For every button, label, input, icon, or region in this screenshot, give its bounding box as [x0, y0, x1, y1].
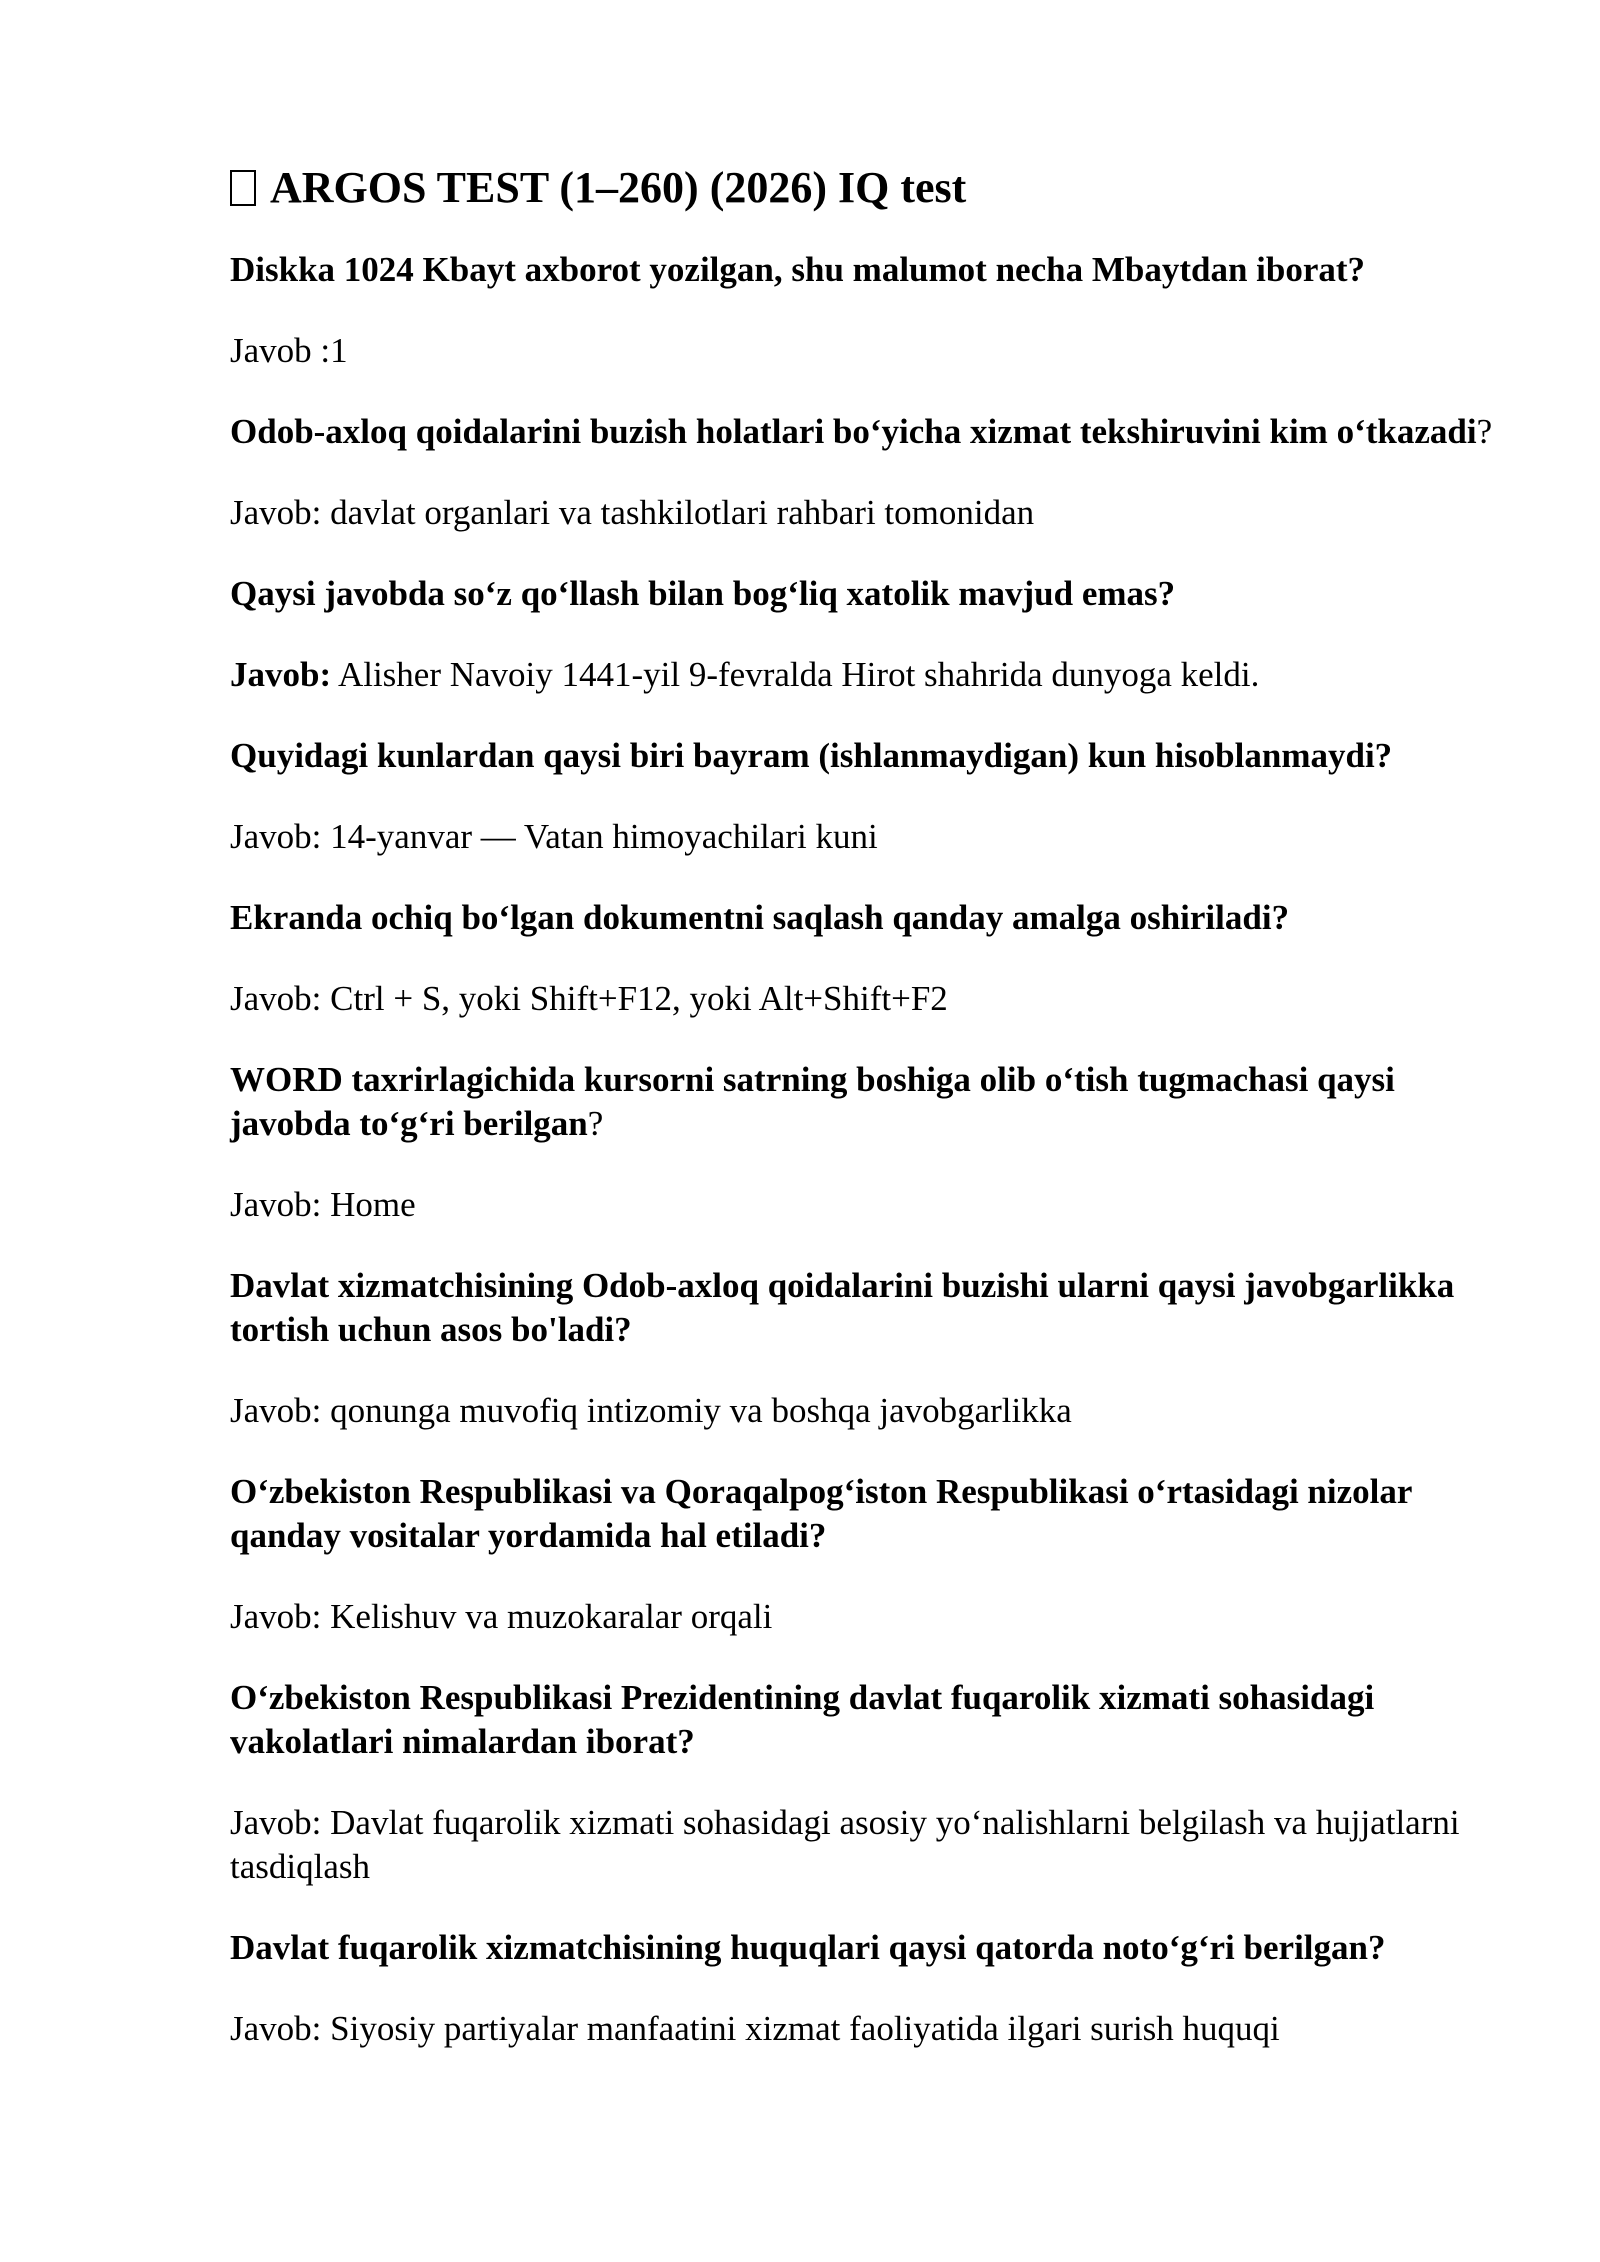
- question-text: [230, 1470, 1500, 1558]
- question-text: [230, 248, 1500, 292]
- question-main: WORD taxrirlagichida kursorni satrning boshiga olib o‘tish tugmachasi qaysi javobda to‘g‘ri berilgan: [230, 1060, 1395, 1143]
- answer-body: Javob: Siyosiy partiyalar manfaatini xizmat faoliyatida ilgari surish huquqi: [230, 2009, 1280, 2048]
- answer-text: [230, 653, 1500, 697]
- document-title-text: ARGOS TEST (1–260) (2026) IQ test: [270, 163, 967, 212]
- qa-list: [230, 248, 1500, 2051]
- answer-text: [230, 815, 1500, 859]
- qa-item: [230, 1470, 1500, 1639]
- answer-text: [230, 329, 1500, 373]
- question-main: O‘zbekiston Respublikasi Prezidentining davlat fuqarolik xizmati sohasidagi vakolatlari nimalardan iborat?: [230, 1678, 1375, 1761]
- document-title: [230, 158, 1500, 218]
- question-text: [230, 1264, 1500, 1352]
- qa-item: [230, 896, 1500, 1021]
- answer-body: Javob: Ctrl + S, yoki Shift+F12, yoki Alt+Shift+F2: [230, 979, 948, 1018]
- answer-text: [230, 1595, 1500, 1639]
- qa-item: [230, 572, 1500, 697]
- answer-text: [230, 1389, 1500, 1433]
- qa-item: [230, 410, 1500, 535]
- question-main: Quyidagi kunlardan qaysi biri bayram (ishlanmaydigan) kun hisoblanmaydi?: [230, 736, 1393, 775]
- answer-body: Javob: Home: [230, 1185, 416, 1224]
- question-main: Ekranda ochiq bo‘lgan dokumentni saqlash qanday amalga oshiriladi?: [230, 898, 1290, 937]
- qa-item: [230, 1058, 1500, 1227]
- qa-item: [230, 1676, 1500, 1889]
- answer-label: Javob:: [230, 655, 332, 694]
- answer-body: Javob :1: [230, 331, 348, 370]
- qa-item: [230, 734, 1500, 859]
- qa-item: [230, 1264, 1500, 1433]
- question-main: Qaysi javobda so‘z qo‘llash bilan bog‘liq xatolik mavjud emas?: [230, 574, 1176, 613]
- answer-text: [230, 1183, 1500, 1227]
- question-text: [230, 1676, 1500, 1764]
- answer-body: Javob: Kelishuv va muzokaralar orqali: [230, 1597, 773, 1636]
- answer-body: Javob: davlat organlari va tashkilotlari rahbari tomonidan: [230, 493, 1035, 532]
- question-text: [230, 734, 1500, 778]
- qa-item: [230, 1926, 1500, 2051]
- answer-text: [230, 491, 1500, 535]
- document-page: [230, 158, 1500, 2088]
- question-text: [230, 410, 1500, 454]
- answer-body: Javob: qonunga muvofiq intizomiy va boshqa javobgarlikka: [230, 1391, 1072, 1430]
- answer-body: Alisher Navoiy 1441-yil 9-fevralda Hirot shahrida dunyoga keldi.: [331, 655, 1260, 694]
- qa-item: [230, 248, 1500, 373]
- question-text: [230, 572, 1500, 616]
- question-main: O‘zbekiston Respublikasi va Qoraqalpog‘iston Respublikasi o‘rtasidagi nizolar qanday vositalar yordamida hal etiladi?: [230, 1472, 1412, 1555]
- question-text: [230, 1058, 1500, 1146]
- answer-body: Javob: 14-yanvar — Vatan himoyachilari kuni: [230, 817, 878, 856]
- answer-text: [230, 2007, 1500, 2051]
- question-main: Davlat xizmatchisining Odob-axloq qoidalarini buzishi ularni qaysi javobgarlikka tortish uchun asos bo'ladi?: [230, 1266, 1455, 1349]
- missing-glyph-icon: [230, 170, 256, 206]
- question-main: Davlat fuqarolik xizmatchisining huquqlari qaysi qatorda noto‘g‘ri berilgan?: [230, 1928, 1386, 1967]
- answer-text: [230, 977, 1500, 1021]
- answer-text: [230, 1801, 1500, 1889]
- question-text: [230, 1926, 1500, 1970]
- question-main: Odob-axloq qoidalarini buzish holatlari bo‘yicha xizmat tekshiruvini kim o‘tkazadi: [230, 412, 1477, 451]
- question-mark: ?: [587, 1104, 604, 1143]
- question-text: [230, 896, 1500, 940]
- answer-body: Javob: Davlat fuqarolik xizmati sohasidagi asosiy yo‘nalishlarni belgilash va hujjatlarni tasdiqlash: [230, 1803, 1460, 1886]
- question-main: Diskka 1024 Kbayt axborot yozilgan, shu malumot necha Mbaytdan iborat?: [230, 250, 1366, 289]
- question-mark: ?: [1476, 412, 1493, 451]
